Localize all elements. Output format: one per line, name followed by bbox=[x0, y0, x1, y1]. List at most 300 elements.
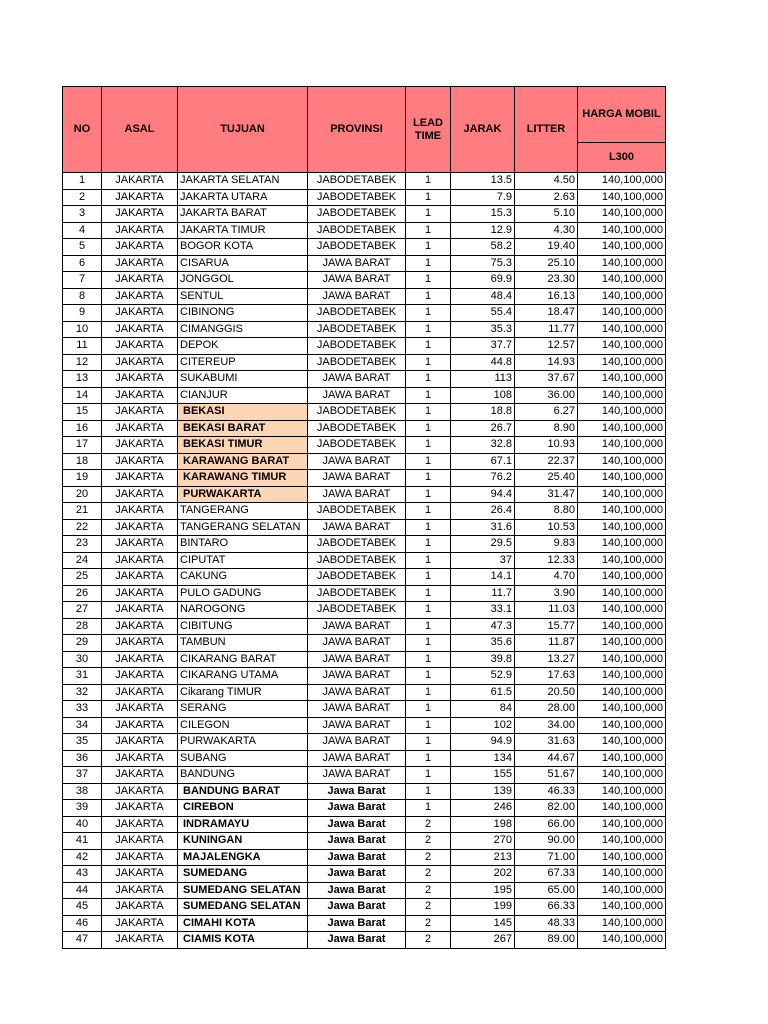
cell-asal: JAKARTA bbox=[102, 222, 178, 239]
cell-provinsi: Jawa Barat bbox=[308, 915, 406, 932]
cell-asal: JAKARTA bbox=[102, 618, 178, 635]
cell-harga: 140,100,000 bbox=[578, 470, 666, 487]
cell-asal: JAKARTA bbox=[102, 486, 178, 503]
table-row bbox=[63, 305, 666, 322]
cell-harga: 140,100,000 bbox=[578, 338, 666, 355]
cell-provinsi: JABODETABEK bbox=[308, 602, 406, 619]
header-lead-time-line1: LEAD bbox=[413, 116, 443, 129]
cell-lead-time: 1 bbox=[406, 222, 451, 239]
cell-tujuan: BEKASI BARAT bbox=[178, 420, 308, 437]
cell-jarak: 61.5 bbox=[451, 684, 515, 701]
cell-asal: JAKARTA bbox=[102, 371, 178, 388]
cell-lead-time: 1 bbox=[406, 354, 451, 371]
cell-litter: 4.70 bbox=[515, 569, 578, 586]
cell-litter: 5.10 bbox=[515, 206, 578, 223]
table-row bbox=[63, 618, 666, 635]
cell-jarak: 76.2 bbox=[451, 470, 515, 487]
cell-asal: JAKARTA bbox=[102, 239, 178, 256]
cell-asal: JAKARTA bbox=[102, 453, 178, 470]
cell-litter: 11.03 bbox=[515, 602, 578, 619]
cell-harga: 140,100,000 bbox=[578, 602, 666, 619]
cell-asal: JAKARTA bbox=[102, 189, 178, 206]
cell-litter: 82.00 bbox=[515, 800, 578, 817]
header-no: NO bbox=[63, 87, 102, 173]
cell-no: 38 bbox=[63, 783, 102, 800]
cell-litter: 8.90 bbox=[515, 420, 578, 437]
cell-harga: 140,100,000 bbox=[578, 866, 666, 883]
table-row bbox=[63, 387, 666, 404]
cell-tujuan: CIKARANG BARAT bbox=[178, 651, 308, 668]
cell-harga: 140,100,000 bbox=[578, 519, 666, 536]
cell-tujuan: PULO GADUNG bbox=[178, 585, 308, 602]
table-row bbox=[63, 602, 666, 619]
cell-harga: 140,100,000 bbox=[578, 206, 666, 223]
cell-jarak: 139 bbox=[451, 783, 515, 800]
cell-tujuan: SENTUL bbox=[178, 288, 308, 305]
cell-jarak: 55.4 bbox=[451, 305, 515, 322]
cell-tujuan: BANDUNG bbox=[178, 767, 308, 784]
cell-provinsi: JABODETABEK bbox=[308, 420, 406, 437]
cell-lead-time: 1 bbox=[406, 371, 451, 388]
cell-no: 17 bbox=[63, 437, 102, 454]
cell-no: 9 bbox=[63, 305, 102, 322]
cell-lead-time: 1 bbox=[406, 602, 451, 619]
cell-lead-time: 1 bbox=[406, 420, 451, 437]
cell-provinsi: JAWA BARAT bbox=[308, 734, 406, 751]
cell-asal: JAKARTA bbox=[102, 272, 178, 289]
cell-jarak: 155 bbox=[451, 767, 515, 784]
cell-no: 5 bbox=[63, 239, 102, 256]
cell-provinsi: JABODETABEK bbox=[308, 206, 406, 223]
cell-asal: JAKARTA bbox=[102, 569, 178, 586]
cell-no: 1 bbox=[63, 173, 102, 190]
table-row bbox=[63, 882, 666, 899]
table-row bbox=[63, 800, 666, 817]
cell-asal: JAKARTA bbox=[102, 602, 178, 619]
cell-litter: 25.10 bbox=[515, 255, 578, 272]
cell-lead-time: 1 bbox=[406, 387, 451, 404]
cell-litter: 8.80 bbox=[515, 503, 578, 520]
table-row bbox=[63, 536, 666, 553]
table-row bbox=[63, 486, 666, 503]
cell-litter: 89.00 bbox=[515, 932, 578, 949]
cell-provinsi: JAWA BARAT bbox=[308, 651, 406, 668]
cell-litter: 44.67 bbox=[515, 750, 578, 767]
cell-jarak: 202 bbox=[451, 866, 515, 883]
cell-litter: 51.67 bbox=[515, 767, 578, 784]
cell-jarak: 84 bbox=[451, 701, 515, 718]
cell-no: 36 bbox=[63, 750, 102, 767]
cell-harga: 140,100,000 bbox=[578, 750, 666, 767]
table-row bbox=[63, 437, 666, 454]
cell-provinsi: JAWA BARAT bbox=[308, 272, 406, 289]
cell-tujuan: TAMBUN bbox=[178, 635, 308, 652]
cell-litter: 48.33 bbox=[515, 915, 578, 932]
cell-jarak: 134 bbox=[451, 750, 515, 767]
cell-lead-time: 2 bbox=[406, 882, 451, 899]
table-row bbox=[63, 750, 666, 767]
cell-tujuan: CIMANGGIS bbox=[178, 321, 308, 338]
cell-lead-time: 1 bbox=[406, 503, 451, 520]
cell-litter: 34.00 bbox=[515, 717, 578, 734]
cell-no: 16 bbox=[63, 420, 102, 437]
cell-litter: 90.00 bbox=[515, 833, 578, 850]
cell-no: 46 bbox=[63, 915, 102, 932]
cell-tujuan: TANGERANG bbox=[178, 503, 308, 520]
table-row bbox=[63, 519, 666, 536]
table-row bbox=[63, 668, 666, 685]
cell-lead-time: 1 bbox=[406, 684, 451, 701]
cell-tujuan: SUMEDANG SELATAN bbox=[178, 899, 308, 916]
cell-tujuan: BANDUNG BARAT bbox=[178, 783, 308, 800]
cell-litter: 71.00 bbox=[515, 849, 578, 866]
table-row bbox=[63, 783, 666, 800]
cell-harga: 140,100,000 bbox=[578, 734, 666, 751]
cell-litter: 19.40 bbox=[515, 239, 578, 256]
cell-harga: 140,100,000 bbox=[578, 173, 666, 190]
cell-lead-time: 2 bbox=[406, 932, 451, 949]
table-row bbox=[63, 404, 666, 421]
cell-asal: JAKARTA bbox=[102, 585, 178, 602]
cell-no: 33 bbox=[63, 701, 102, 718]
cell-jarak: 11.7 bbox=[451, 585, 515, 602]
cell-asal: JAKARTA bbox=[102, 404, 178, 421]
cell-jarak: 32.8 bbox=[451, 437, 515, 454]
cell-lead-time: 1 bbox=[406, 701, 451, 718]
cell-lead-time: 2 bbox=[406, 849, 451, 866]
cell-provinsi: JAWA BARAT bbox=[308, 701, 406, 718]
cell-asal: JAKARTA bbox=[102, 800, 178, 817]
cell-lead-time: 2 bbox=[406, 899, 451, 916]
cell-lead-time: 1 bbox=[406, 404, 451, 421]
cell-no: 29 bbox=[63, 635, 102, 652]
cell-tujuan: CAKUNG bbox=[178, 569, 308, 586]
cell-provinsi: JABODETABEK bbox=[308, 404, 406, 421]
table-row bbox=[63, 849, 666, 866]
cell-provinsi: JAWA BARAT bbox=[308, 387, 406, 404]
table-row bbox=[63, 734, 666, 751]
cell-jarak: 47.3 bbox=[451, 618, 515, 635]
cell-jarak: 145 bbox=[451, 915, 515, 932]
cell-jarak: 15.3 bbox=[451, 206, 515, 223]
cell-no: 3 bbox=[63, 206, 102, 223]
cell-lead-time: 1 bbox=[406, 668, 451, 685]
cell-tujuan: BINTARO bbox=[178, 536, 308, 553]
cell-provinsi: JAWA BARAT bbox=[308, 486, 406, 503]
cell-tujuan: PURWAKARTA bbox=[178, 486, 308, 503]
cell-harga: 140,100,000 bbox=[578, 915, 666, 932]
cell-asal: JAKARTA bbox=[102, 932, 178, 949]
cell-lead-time: 1 bbox=[406, 239, 451, 256]
cell-provinsi: JAWA BARAT bbox=[308, 750, 406, 767]
table-row bbox=[63, 684, 666, 701]
cell-no: 34 bbox=[63, 717, 102, 734]
cell-lead-time: 1 bbox=[406, 338, 451, 355]
cell-harga: 140,100,000 bbox=[578, 635, 666, 652]
cell-asal: JAKARTA bbox=[102, 552, 178, 569]
cell-no: 47 bbox=[63, 932, 102, 949]
cell-jarak: 213 bbox=[451, 849, 515, 866]
cell-provinsi: JABODETABEK bbox=[308, 222, 406, 239]
cell-provinsi: JABODETABEK bbox=[308, 536, 406, 553]
cell-lead-time: 1 bbox=[406, 255, 451, 272]
cell-litter: 18.47 bbox=[515, 305, 578, 322]
header-provinsi: PROVINSI bbox=[308, 87, 406, 173]
table-row bbox=[63, 222, 666, 239]
cell-harga: 140,100,000 bbox=[578, 437, 666, 454]
cell-no: 21 bbox=[63, 503, 102, 520]
cell-harga: 140,100,000 bbox=[578, 800, 666, 817]
cell-jarak: 18.8 bbox=[451, 404, 515, 421]
header-jarak: JARAK bbox=[451, 87, 515, 173]
cell-litter: 20.50 bbox=[515, 684, 578, 701]
cell-provinsi: JAWA BARAT bbox=[308, 684, 406, 701]
cell-lead-time: 1 bbox=[406, 635, 451, 652]
cell-asal: JAKARTA bbox=[102, 437, 178, 454]
header-litter: LITTER bbox=[515, 87, 578, 173]
cell-lead-time: 1 bbox=[406, 717, 451, 734]
cell-litter: 17.63 bbox=[515, 668, 578, 685]
cell-tujuan: INDRAMAYU bbox=[178, 816, 308, 833]
cell-no: 41 bbox=[63, 833, 102, 850]
cell-harga: 140,100,000 bbox=[578, 255, 666, 272]
table-row bbox=[63, 833, 666, 850]
cell-asal: JAKARTA bbox=[102, 734, 178, 751]
cell-litter: 28.00 bbox=[515, 701, 578, 718]
cell-no: 6 bbox=[63, 255, 102, 272]
cell-jarak: 195 bbox=[451, 882, 515, 899]
cell-no: 11 bbox=[63, 338, 102, 355]
cell-provinsi: JABODETABEK bbox=[308, 338, 406, 355]
cell-litter: 12.33 bbox=[515, 552, 578, 569]
cell-harga: 140,100,000 bbox=[578, 849, 666, 866]
cell-no: 44 bbox=[63, 882, 102, 899]
cell-litter: 16.13 bbox=[515, 288, 578, 305]
cell-jarak: 246 bbox=[451, 800, 515, 817]
cell-jarak: 199 bbox=[451, 899, 515, 916]
cell-jarak: 26.4 bbox=[451, 503, 515, 520]
cell-litter: 11.77 bbox=[515, 321, 578, 338]
cell-provinsi: JABODETABEK bbox=[308, 437, 406, 454]
cell-jarak: 48.4 bbox=[451, 288, 515, 305]
cell-no: 26 bbox=[63, 585, 102, 602]
cell-lead-time: 1 bbox=[406, 618, 451, 635]
table-row bbox=[63, 915, 666, 932]
cell-litter: 22.37 bbox=[515, 453, 578, 470]
table-row bbox=[63, 816, 666, 833]
cell-harga: 140,100,000 bbox=[578, 651, 666, 668]
cell-jarak: 37 bbox=[451, 552, 515, 569]
cell-provinsi: JAWA BARAT bbox=[308, 635, 406, 652]
cell-jarak: 270 bbox=[451, 833, 515, 850]
cell-lead-time: 1 bbox=[406, 519, 451, 536]
cell-harga: 140,100,000 bbox=[578, 701, 666, 718]
cell-tujuan: TANGERANG SELATAN bbox=[178, 519, 308, 536]
cell-harga: 140,100,000 bbox=[578, 453, 666, 470]
cell-harga: 140,100,000 bbox=[578, 404, 666, 421]
cell-lead-time: 2 bbox=[406, 915, 451, 932]
cell-jarak: 44.8 bbox=[451, 354, 515, 371]
cell-lead-time: 1 bbox=[406, 486, 451, 503]
cell-tujuan: CIPUTAT bbox=[178, 552, 308, 569]
cell-harga: 140,100,000 bbox=[578, 833, 666, 850]
cell-no: 43 bbox=[63, 866, 102, 883]
cell-harga: 140,100,000 bbox=[578, 783, 666, 800]
cell-harga: 140,100,000 bbox=[578, 321, 666, 338]
cell-litter: 46.33 bbox=[515, 783, 578, 800]
cell-provinsi: Jawa Barat bbox=[308, 899, 406, 916]
cell-litter: 4.30 bbox=[515, 222, 578, 239]
cell-jarak: 29.5 bbox=[451, 536, 515, 553]
header-lead-time bbox=[406, 87, 451, 173]
cell-no: 12 bbox=[63, 354, 102, 371]
cell-litter: 23.30 bbox=[515, 272, 578, 289]
cell-lead-time: 1 bbox=[406, 272, 451, 289]
cell-asal: JAKARTA bbox=[102, 915, 178, 932]
cell-asal: JAKARTA bbox=[102, 536, 178, 553]
cell-no: 45 bbox=[63, 899, 102, 916]
cell-asal: JAKARTA bbox=[102, 651, 178, 668]
cell-provinsi: Jawa Barat bbox=[308, 849, 406, 866]
cell-litter: 14.93 bbox=[515, 354, 578, 371]
header-harga-mobil: HARGA MOBIL bbox=[578, 87, 666, 143]
cell-no: 7 bbox=[63, 272, 102, 289]
cell-provinsi: JABODETABEK bbox=[308, 189, 406, 206]
cell-jarak: 94.9 bbox=[451, 734, 515, 751]
cell-lead-time: 1 bbox=[406, 321, 451, 338]
cell-tujuan: SUMEDANG bbox=[178, 866, 308, 883]
table-row bbox=[63, 173, 666, 190]
cell-harga: 140,100,000 bbox=[578, 486, 666, 503]
cell-tujuan: JAKARTA TIMUR bbox=[178, 222, 308, 239]
cell-harga: 140,100,000 bbox=[578, 882, 666, 899]
cell-provinsi: Jawa Barat bbox=[308, 816, 406, 833]
cell-asal: JAKARTA bbox=[102, 173, 178, 190]
table-row bbox=[63, 206, 666, 223]
cell-harga: 140,100,000 bbox=[578, 899, 666, 916]
table-row bbox=[63, 899, 666, 916]
cell-tujuan: JONGGOL bbox=[178, 272, 308, 289]
cell-jarak: 35.6 bbox=[451, 635, 515, 652]
cell-asal: JAKARTA bbox=[102, 519, 178, 536]
cell-asal: JAKARTA bbox=[102, 668, 178, 685]
cell-jarak: 94.4 bbox=[451, 486, 515, 503]
cell-harga: 140,100,000 bbox=[578, 618, 666, 635]
cell-lead-time: 1 bbox=[406, 651, 451, 668]
cell-asal: JAKARTA bbox=[102, 321, 178, 338]
cell-lead-time: 1 bbox=[406, 189, 451, 206]
cell-harga: 140,100,000 bbox=[578, 668, 666, 685]
header-asal: ASAL bbox=[102, 87, 178, 173]
cell-provinsi: Jawa Barat bbox=[308, 800, 406, 817]
cell-jarak: 33.1 bbox=[451, 602, 515, 619]
cell-lead-time: 1 bbox=[406, 536, 451, 553]
cell-litter: 12.57 bbox=[515, 338, 578, 355]
cell-tujuan: CIKARANG UTAMA bbox=[178, 668, 308, 685]
cell-jarak: 37.7 bbox=[451, 338, 515, 355]
cell-tujuan: NAROGONG bbox=[178, 602, 308, 619]
cell-harga: 140,100,000 bbox=[578, 420, 666, 437]
cell-litter: 9.83 bbox=[515, 536, 578, 553]
cell-provinsi: JAWA BARAT bbox=[308, 717, 406, 734]
cell-provinsi: JAWA BARAT bbox=[308, 519, 406, 536]
cell-litter: 65.00 bbox=[515, 882, 578, 899]
cell-provinsi: JAWA BARAT bbox=[308, 618, 406, 635]
cell-no: 8 bbox=[63, 288, 102, 305]
table-row bbox=[63, 701, 666, 718]
cell-asal: JAKARTA bbox=[102, 338, 178, 355]
cell-provinsi: JAWA BARAT bbox=[308, 470, 406, 487]
cell-no: 32 bbox=[63, 684, 102, 701]
cell-asal: JAKARTA bbox=[102, 684, 178, 701]
cell-no: 35 bbox=[63, 734, 102, 751]
cell-lead-time: 1 bbox=[406, 206, 451, 223]
cell-provinsi: JABODETABEK bbox=[308, 552, 406, 569]
cell-provinsi: JABODETABEK bbox=[308, 503, 406, 520]
cell-no: 24 bbox=[63, 552, 102, 569]
cell-litter: 4.50 bbox=[515, 173, 578, 190]
cell-harga: 140,100,000 bbox=[578, 767, 666, 784]
cell-lead-time: 1 bbox=[406, 783, 451, 800]
table-row bbox=[63, 255, 666, 272]
cell-jarak: 67.1 bbox=[451, 453, 515, 470]
cell-asal: JAKARTA bbox=[102, 767, 178, 784]
cell-litter: 6.27 bbox=[515, 404, 578, 421]
cell-no: 10 bbox=[63, 321, 102, 338]
cell-asal: JAKARTA bbox=[102, 387, 178, 404]
cell-jarak: 267 bbox=[451, 932, 515, 949]
cell-jarak: 198 bbox=[451, 816, 515, 833]
cell-asal: JAKARTA bbox=[102, 899, 178, 916]
cell-provinsi: Jawa Barat bbox=[308, 833, 406, 850]
cell-asal: JAKARTA bbox=[102, 635, 178, 652]
cell-tujuan: BEKASI TIMUR bbox=[178, 437, 308, 454]
cell-asal: JAKARTA bbox=[102, 255, 178, 272]
cell-provinsi: JABODETABEK bbox=[308, 321, 406, 338]
cell-tujuan: PURWAKARTA bbox=[178, 734, 308, 751]
table-row bbox=[63, 470, 666, 487]
cell-asal: JAKARTA bbox=[102, 503, 178, 520]
cell-lead-time: 2 bbox=[406, 816, 451, 833]
cell-lead-time: 1 bbox=[406, 173, 451, 190]
cell-provinsi: JABODETABEK bbox=[308, 569, 406, 586]
cell-asal: JAKARTA bbox=[102, 470, 178, 487]
cell-tujuan: CITEREUP bbox=[178, 354, 308, 371]
cell-lead-time: 1 bbox=[406, 288, 451, 305]
cell-jarak: 75.3 bbox=[451, 255, 515, 272]
cell-lead-time: 1 bbox=[406, 569, 451, 586]
table-row bbox=[63, 453, 666, 470]
table-row bbox=[63, 503, 666, 520]
table-row bbox=[63, 932, 666, 949]
cell-tujuan: SERANG bbox=[178, 701, 308, 718]
cell-litter: 36.00 bbox=[515, 387, 578, 404]
table-row bbox=[63, 585, 666, 602]
table-row bbox=[63, 239, 666, 256]
cell-provinsi: Jawa Barat bbox=[308, 783, 406, 800]
cell-litter: 66.33 bbox=[515, 899, 578, 916]
cell-asal: JAKARTA bbox=[102, 717, 178, 734]
table-row bbox=[63, 569, 666, 586]
cell-harga: 140,100,000 bbox=[578, 569, 666, 586]
cell-harga: 140,100,000 bbox=[578, 354, 666, 371]
cell-no: 23 bbox=[63, 536, 102, 553]
cell-tujuan: CIMAHI KOTA bbox=[178, 915, 308, 932]
cell-harga: 140,100,000 bbox=[578, 189, 666, 206]
table-row bbox=[63, 635, 666, 652]
cell-no: 40 bbox=[63, 816, 102, 833]
cell-jarak: 35.3 bbox=[451, 321, 515, 338]
